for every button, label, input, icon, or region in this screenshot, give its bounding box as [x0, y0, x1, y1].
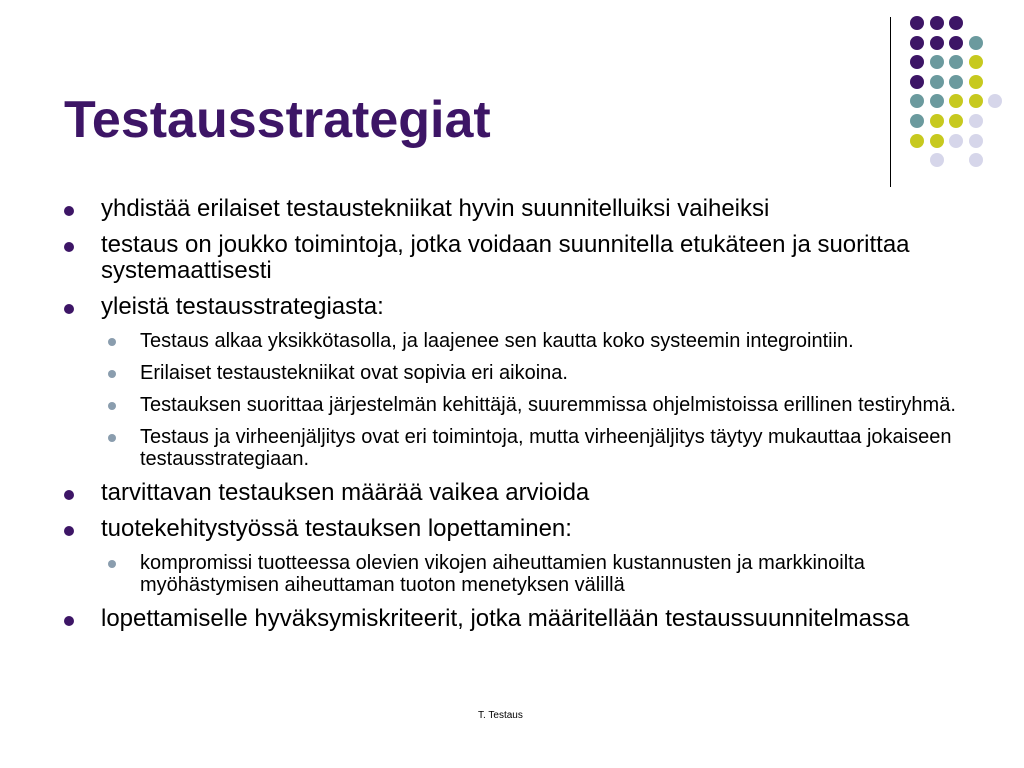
sub-bullet-item — [0, 552, 1024, 596]
bullet-marker-icon — [108, 402, 116, 410]
bullet-item — [0, 232, 1024, 284]
decorative-dot — [949, 134, 963, 148]
sub-bullet-item — [0, 426, 1024, 470]
bullet-marker-icon — [108, 560, 116, 568]
decorative-dot — [988, 94, 1002, 108]
bullet-marker-icon — [108, 338, 116, 346]
bullet-marker-icon — [64, 242, 74, 252]
decorative-dot — [930, 114, 944, 128]
decorative-dot — [930, 134, 944, 148]
decorative-dot — [969, 134, 983, 148]
bullet-item — [0, 516, 1024, 542]
decorative-dot — [969, 114, 983, 128]
bullet-text: Testaus alkaa yksikkötasolla, ja laajenee sen kautta koko systeemin integrointiin. — [140, 330, 854, 352]
decorative-dot — [910, 55, 924, 69]
decorative-dot — [930, 153, 944, 167]
bullet-text: yhdistää erilaiset testaustekniikat hyvin suunnitelluiksi vaiheiksi — [101, 195, 770, 222]
decorative-dot — [949, 114, 963, 128]
bullet-text: yleistä testausstrategiasta: — [101, 293, 384, 320]
decorative-dot — [949, 94, 963, 108]
sub-bullet-item — [0, 362, 1024, 384]
bullet-marker-icon — [64, 206, 74, 216]
decorative-dot — [949, 75, 963, 89]
decorative-dot — [930, 94, 944, 108]
bullet-text: tarvittavan testauksen määrää vaikea arvioida — [101, 479, 590, 506]
bullet-marker-icon — [64, 490, 74, 500]
slide-footer: T. Testaus — [478, 710, 523, 721]
decorative-dot — [969, 55, 983, 69]
sub-bullet-item — [0, 330, 1024, 352]
decorative-dot — [910, 114, 924, 128]
decorative-dot — [949, 55, 963, 69]
decorative-dot — [969, 75, 983, 89]
decorative-dot — [910, 16, 924, 30]
bullet-item — [0, 294, 1024, 320]
bullet-list — [0, 196, 1024, 642]
bullet-marker-icon — [64, 616, 74, 626]
decorative-dot — [969, 94, 983, 108]
bullet-item — [0, 606, 1024, 632]
decorative-dot — [930, 75, 944, 89]
bullet-item — [0, 480, 1024, 506]
decorative-dot — [969, 153, 983, 167]
decorative-dot — [930, 55, 944, 69]
decorative-dot — [969, 36, 983, 50]
decorative-dot — [930, 16, 944, 30]
bullet-marker-icon — [64, 526, 74, 536]
bullet-text: Testaus ja virheenjäljitys ovat eri toimintoja, mutta virheenjäljitys täytyy mukauttaa jokaiseen testausstrategiaan. — [140, 426, 952, 470]
bullet-text: lopettamiselle hyväksymiskriteerit, jotka määritellään testaussuunnitelmassa — [101, 605, 910, 632]
bullet-item — [0, 196, 1024, 222]
bullet-marker-icon — [108, 434, 116, 442]
bullet-text: kompromissi tuotteessa olevien vikojen aiheuttamien kustannusten ja markkinoilta myöhästymisen aiheuttaman tuoton menetyksen välillä — [140, 552, 865, 596]
sub-bullet-item — [0, 394, 1024, 416]
title-divider-line — [890, 17, 891, 187]
decorative-dot — [910, 134, 924, 148]
bullet-text: Testauksen suorittaa järjestelmän kehittäjä, suuremmissa ohjelmistoissa erillinen testiryhmä. — [140, 394, 956, 416]
bullet-text: testaus on joukko toimintoja, jotka voidaan suunnitella etukäteen ja suorittaa systemaattisesti — [101, 231, 910, 284]
bullet-text: tuotekehitystyössä testauksen lopettaminen: — [101, 515, 572, 542]
decorative-dot — [949, 36, 963, 50]
bullet-marker-icon — [108, 370, 116, 378]
decorative-dot — [910, 36, 924, 50]
bullet-text: Erilaiset testaustekniikat ovat sopivia eri aikoina. — [140, 362, 568, 384]
decorative-dot — [910, 75, 924, 89]
bullet-marker-icon — [64, 304, 74, 314]
decorative-dot — [930, 36, 944, 50]
decorative-dot — [949, 16, 963, 30]
slide-title: Testausstrategiat — [64, 91, 491, 149]
decorative-dot — [910, 94, 924, 108]
